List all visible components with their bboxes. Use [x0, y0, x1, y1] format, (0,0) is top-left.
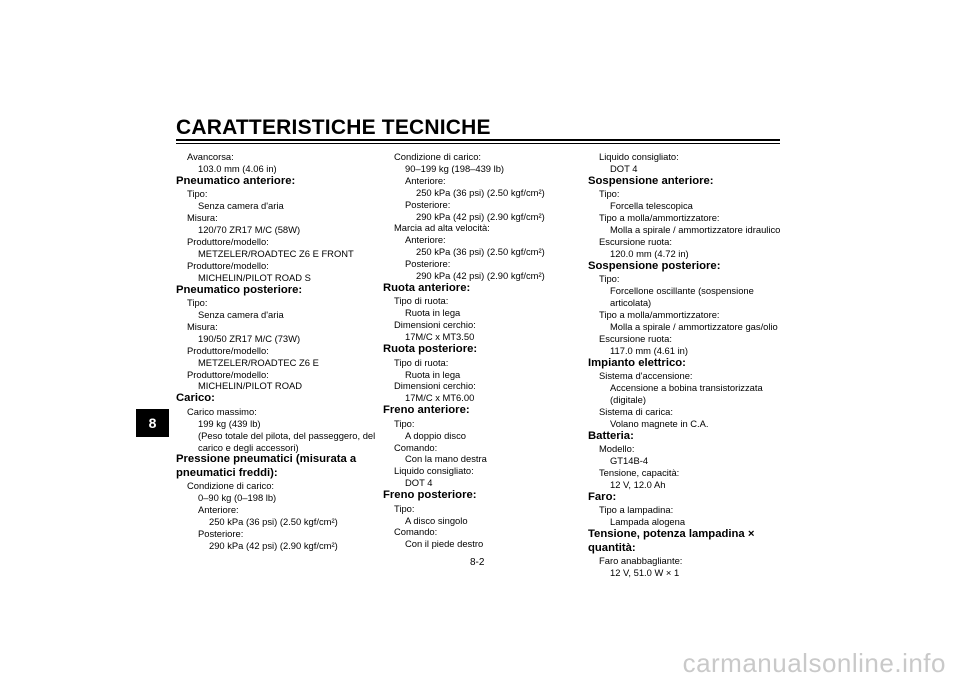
spec-line: Tipo: [187, 188, 208, 200]
spec-line: 290 kPa (42 psi) (2.90 kgf/cm²) [209, 539, 338, 551]
section-heading: Faro: [588, 490, 617, 503]
spec-line: Ruota in lega [405, 368, 461, 380]
section-heading: Pneumatico anteriore: [176, 174, 296, 187]
spec-line: Lampada alogena [610, 516, 686, 528]
spec-line: Posteriore: [198, 528, 244, 540]
spec-line: Liquido consigliato: [599, 151, 679, 162]
spec-line: Sistema di carica: [599, 405, 673, 417]
spec-line: A doppio disco [405, 429, 466, 441]
spec-line: Tipo a molla/ammortizzatore: [599, 212, 720, 224]
spec-line: Sistema d'accensione: [599, 370, 693, 382]
spec-line: Forcellone oscillante (sospensione [610, 285, 754, 297]
spec-line: Produttore/modello: [187, 368, 269, 380]
section-heading: Pneumatico posteriore: [176, 283, 303, 296]
spec-line: Tipo: [187, 297, 208, 309]
spec-line: Misura: [187, 212, 218, 224]
spec-line: 250 kPa (36 psi) (2.50 kgf/cm²) [209, 516, 338, 528]
spec-line: Anteriore: [405, 234, 446, 246]
spec-line: Misura: [187, 320, 218, 332]
spec-line: Escursione ruota: [599, 235, 672, 247]
spec-line: Senza camera d'aria [198, 308, 284, 320]
spec-line: Modello: [599, 443, 635, 455]
spec-line: Dimensioni cerchio: [394, 380, 476, 392]
spec-line: 103.0 mm (4.06 in) [198, 162, 277, 174]
spec-line: carico e degli accessori) [198, 441, 299, 453]
spec-line: DOT 4 [405, 477, 433, 489]
spec-line: DOT 4 [610, 162, 638, 174]
spec-column-1 [176, 151, 381, 552]
spec-line: 120/70 ZR17 M/C (58W) [198, 224, 301, 236]
spec-line: Condizione di carico: [394, 151, 482, 162]
spec-line: Tipo: [394, 417, 415, 429]
spec-line: MICHELIN/PILOT ROAD [198, 380, 303, 392]
spec-line: 199 kg (439 lb) [198, 417, 261, 429]
spec-column-3 [588, 151, 793, 579]
section-heading: Ruota posteriore: [383, 343, 478, 356]
section-heading: Sospensione posteriore: [588, 259, 721, 272]
spec-line: 190/50 ZR17 M/C (73W) [198, 332, 301, 344]
spec-line: Forcella telescopica [610, 200, 693, 212]
spec-line: 290 kPa (42 psi) (2.90 kgf/cm²) [416, 270, 545, 282]
section-heading: Impianto elettrico: [588, 356, 686, 369]
section-heading: pneumatici freddi): [176, 466, 278, 479]
spec-line: 17M/C x MT3.50 [405, 331, 475, 343]
spec-line: 0–90 kg (0–198 lb) [198, 492, 277, 504]
section-heading: Tensione, potenza lampadina × quantità: [588, 528, 755, 554]
spec-line: Produttore/modello: [187, 259, 269, 271]
spec-line: METZELER/ROADTEC Z6 E [198, 356, 319, 368]
spec-line: Condizione di carico: [187, 480, 275, 492]
page-title: CARATTERISTICHE TECNICHE [176, 116, 491, 139]
spec-line: 117.0 mm (4.61 in) [610, 344, 688, 356]
spec-line: Volano magnete in C.A. [610, 417, 709, 429]
spec-line: Con il piede destro [405, 538, 484, 550]
spec-line: Faro anabbagliante: [599, 555, 683, 567]
section-heading: Freno anteriore: [383, 404, 470, 417]
spec-line: Tipo a lampadina: [599, 504, 674, 516]
section-heading: Pressione pneumatici (misurata a [176, 453, 357, 466]
spec-line: Tipo di ruota: [394, 356, 449, 368]
spec-line: GT14B-4 [610, 455, 649, 467]
spec-line: Liquido consigliato: [394, 465, 474, 477]
spec-line: articolata) [610, 297, 652, 309]
spec-line: Comando: [394, 526, 438, 538]
spec-line: Produttore/modello: [187, 235, 269, 247]
spec-line: 17M/C x MT6.00 [405, 392, 475, 404]
page-number: 8-2 [470, 557, 485, 568]
spec-line: Carico massimo: [187, 405, 257, 417]
spec-line: (Peso totale del pilota, del passeggero, del [198, 429, 376, 441]
spec-line: 90–199 kg (198–439 lb) [405, 162, 505, 174]
spec-line: MICHELIN/PILOT ROAD S [198, 271, 311, 283]
spec-line: 12 V, 51.0 W × 1 [610, 566, 680, 578]
section-heading: Batteria: [588, 429, 634, 442]
title-rule-thin [176, 143, 780, 144]
watermark: carmanualsonline.info [682, 648, 946, 678]
spec-line: Tipo a molla/ammortizzatore: [599, 308, 720, 320]
spec-line: 250 kPa (36 psi) (2.50 kgf/cm²) [416, 186, 545, 198]
spec-line: Tipo: [599, 273, 620, 285]
spec-line: (digitale) [610, 393, 646, 405]
spec-line: Con la mano destra [405, 453, 487, 465]
spec-line: METZELER/ROADTEC Z6 E FRONT [198, 247, 354, 259]
spec-line: 120.0 mm (4.72 in) [610, 247, 689, 259]
spec-line: Senza camera d'aria [198, 200, 284, 212]
spec-line: Tipo di ruota: [394, 295, 449, 307]
section-heading: Freno posteriore: [383, 489, 477, 502]
spec-line: Anteriore: [198, 504, 239, 516]
spec-line: Tipo: [394, 502, 415, 514]
section-heading: Sospensione anteriore: [588, 174, 714, 187]
section-heading: Ruota anteriore: [383, 281, 471, 294]
spec-line: Anteriore: [405, 174, 446, 186]
spec-line: A disco singolo [405, 514, 468, 526]
spec-line: Tensione, capacità: [599, 466, 680, 478]
section-heading: Carico: [176, 392, 215, 405]
spec-line: 250 kPa (36 psi) (2.50 kgf/cm²) [416, 246, 545, 258]
spec-column-2 [383, 151, 588, 550]
spec-line: Ruota in lega [405, 307, 461, 319]
spec-line: Escursione ruota: [599, 332, 672, 344]
spec-line: Posteriore: [405, 198, 451, 210]
spec-line: Tipo: [599, 188, 620, 200]
spec-line: Marcia ad alta velocità: [394, 222, 490, 234]
chapter-tab-number: 8 [148, 415, 157, 431]
spec-line: Molla a spirale / ammortizzatore idraulico [610, 224, 781, 236]
chapter-tab [136, 409, 169, 437]
spec-line: 12 V, 12.0 Ah [610, 478, 666, 490]
spec-line: Avancorsa: [187, 151, 234, 162]
spec-line: 290 kPa (42 psi) (2.90 kgf/cm²) [416, 210, 545, 222]
spec-line: Molla a spirale / ammortizzatore gas/olio [610, 320, 778, 332]
spec-line: Accensione a bobina transistorizzata [610, 382, 763, 393]
spec-line: Comando: [394, 441, 438, 453]
spec-line: Dimensioni cerchio: [394, 319, 476, 331]
spec-line: Produttore/modello: [187, 344, 269, 356]
title-rule-thick [176, 139, 780, 141]
spec-line: Posteriore: [405, 258, 451, 270]
